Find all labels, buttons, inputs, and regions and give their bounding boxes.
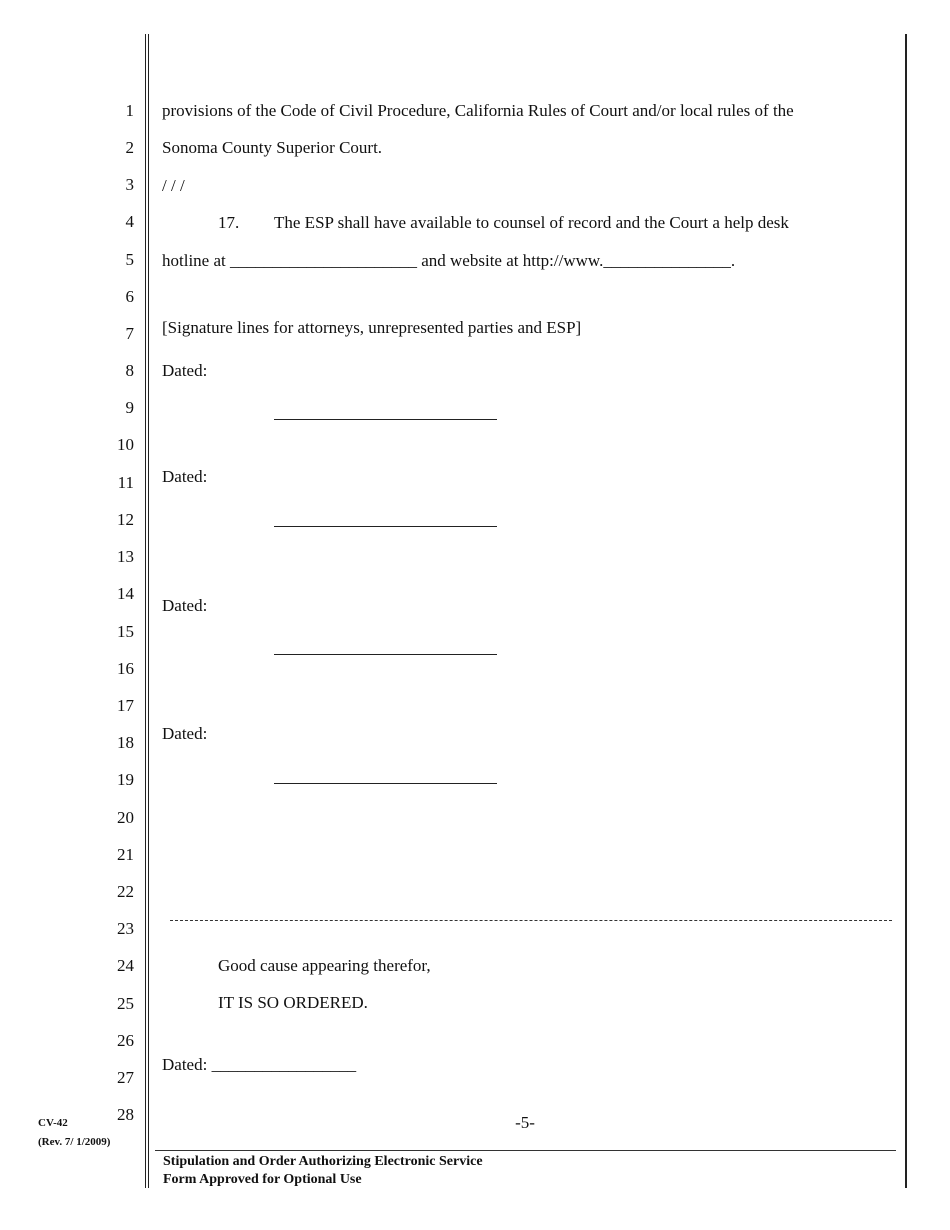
signature-line <box>274 654 497 655</box>
line-number: 16 <box>117 659 134 678</box>
final-dated-line: Dated: _________________ <box>162 1055 357 1074</box>
right-margin-rule <box>905 34 907 1188</box>
line-number: 5 <box>125 250 134 269</box>
hotline-line: hotline at ______________________ and website at http://www._______________. <box>162 251 736 270</box>
line-number: 27 <box>117 1068 134 1087</box>
line-number: 25 <box>117 994 134 1013</box>
form-id: CV-42 <box>38 1117 68 1129</box>
line-number: 24 <box>117 956 134 975</box>
line-number: 26 <box>117 1031 134 1050</box>
form-revision: (Rev. 7/ 1/2009) <box>38 1136 111 1148</box>
line-number: 21 <box>117 845 134 864</box>
line-number: 28 <box>117 1105 134 1124</box>
footer-rule <box>155 1150 896 1151</box>
paragraph-number: 17. <box>218 213 240 232</box>
dated-label: Dated: <box>162 361 208 380</box>
good-cause-text: Good cause appearing therefor, <box>218 956 431 975</box>
page-number: -5- <box>515 1113 535 1132</box>
line-number: 23 <box>117 919 134 938</box>
line-number: 17 <box>117 696 134 715</box>
line-number: 15 <box>117 622 134 641</box>
paragraph-17-text: The ESP shall have available to counsel of record and the Court a help desk <box>274 213 789 232</box>
line-number: 7 <box>125 324 134 343</box>
line-number: 13 <box>117 547 134 566</box>
line-number: 6 <box>125 287 134 306</box>
line-number: 3 <box>125 175 134 194</box>
line-number: 14 <box>117 584 134 603</box>
left-margin-rule <box>145 34 146 1188</box>
line-number: 9 <box>125 398 134 417</box>
line-number: 2 <box>125 138 134 157</box>
footer-subtitle: Form Approved for Optional Use <box>163 1172 362 1187</box>
dated-label: Dated: <box>162 467 208 486</box>
body-line-2: Sonoma County Superior Court. <box>162 138 383 157</box>
signature-heading: [Signature lines for attorneys, unrepresented parties and ESP] <box>162 318 582 337</box>
line-number: 12 <box>117 510 134 529</box>
line-number: 11 <box>117 473 134 492</box>
section-separator: / / / <box>162 176 185 195</box>
line-number: 8 <box>125 361 134 380</box>
dated-label: Dated: <box>162 596 208 615</box>
dated-label: Dated: <box>162 724 208 743</box>
signature-line <box>274 526 497 527</box>
so-ordered-text: IT IS SO ORDERED. <box>218 993 368 1012</box>
body-line-1: provisions of the Code of Civil Procedure, California Rules of Court and/or local rules of the <box>162 101 794 120</box>
dashed-separator <box>170 920 892 921</box>
line-number: 20 <box>117 808 134 827</box>
line-number: 18 <box>117 733 134 752</box>
left-margin-rule-inner <box>148 34 149 1188</box>
line-number: 4 <box>125 212 134 231</box>
signature-line <box>274 419 497 420</box>
line-number: 19 <box>117 770 134 789</box>
footer-title: Stipulation and Order Authorizing Electronic Service <box>163 1154 483 1169</box>
line-number: 1 <box>125 101 134 120</box>
signature-line <box>274 783 497 784</box>
line-number: 10 <box>117 435 134 454</box>
line-number: 22 <box>117 882 134 901</box>
